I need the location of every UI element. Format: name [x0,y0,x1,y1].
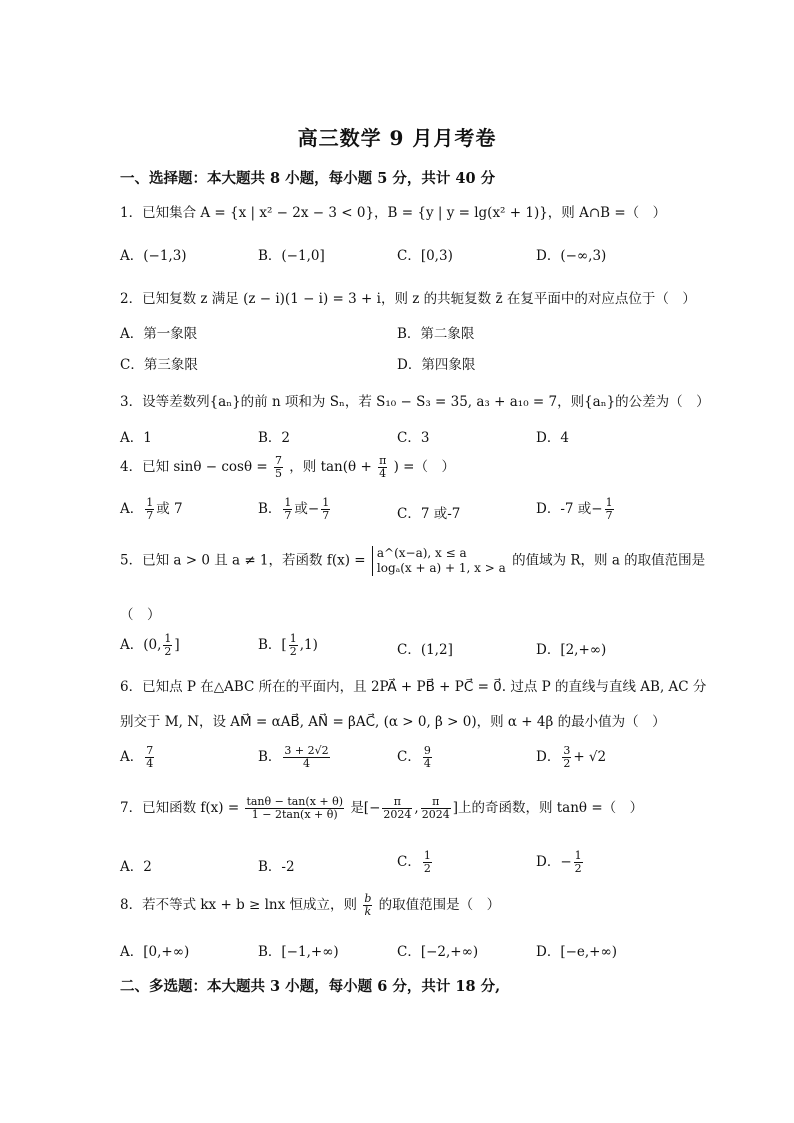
question-4-options [120,497,680,521]
q5-option-d: D．[2,+∞) [536,642,607,658]
q8-option-a: A．[0,+∞) [120,944,190,960]
question-2-options-row1 [120,322,680,346]
q7-range-left: $\frac{\pi}{2024}$ [383,795,412,821]
q2-option-c: C．第三象限 [120,357,198,373]
q4-option-c: C．7 或-7 [397,506,461,522]
q5-option-c: C．(1,2] [397,642,453,658]
question-6-line-2: 别交于 M, N，设 AM⃗ = αAB⃗, AN⃗ = βAC⃗, (α > 0, β > 0)，则 α + 4β 的最小值为（ ） [120,714,666,730]
question-1-stem: 1．已知集合 A = {x | x² − 2x − 3 < 0}，B = {y | y = lg(x² + 1)}，则 A∩B =（ ） [120,205,667,221]
section-2-heading: 二、多选题：本大题共 3 小题，每小题 6 分，共计 18 分, [120,978,501,995]
question-6-line-1: 6．已知点 P 在△ABC 所在的平面内，且 2PA⃗ + PB⃗ + PC⃗ = 0⃗. 过点 P 的直线与直线 AB, AC 分 [120,679,707,695]
q6-option-a: A． $\frac{7}{4}$ [120,744,154,770]
q2-option-b: B．第二象限 [397,326,475,342]
q4-option-b: B． $\frac{1}{7}$ 或− $\frac{1}{7}$ [258,496,330,522]
q1-option-a: A．(−1,3) [120,248,187,264]
q6-option-b: B． $\frac{3 + 2√2}{4}$ [258,744,329,770]
q5-option-a: A．(0, $\frac{1}{2}$ ] [120,632,180,658]
question-5-stem: 5．已知 a > 0 且 a ≠ 1，若函数 f(x) = a^(x−a), x ≤ a logₐ(x + a) + 1, x > a 的值域为 R，则 a 的取值范围是 [120,546,706,575]
question-2-options-row2 [120,353,680,377]
q3-option-a: A．1 [120,430,152,446]
q7-range-right: $\frac{\pi}{2024}$ [421,795,450,821]
question-6-options [120,745,680,769]
q3-option-c: C．3 [397,430,430,446]
question-2-stem: 2．已知复数 z 满足 (z − i)(1 − i) = 3 + i，则 z 的共轭复数 z̄ 在复平面中的对应点位于（ ） [120,291,696,307]
q1-option-b: B．(−1,0] [258,248,325,264]
q8-option-c: C．[−2,+∞) [397,944,479,960]
q8-option-d: D．[−e,+∞) [536,944,618,960]
question-8-stem: 8．若不等式 kx + b ≥ lnx 恒成立，则 $\frac{b}{k}$ 的取值范围是（ ） [120,892,501,918]
section-1-heading: 一、选择题：本大题共 8 小题，每小题 5 分，共计 40 分 [120,170,496,187]
q8-option-b: B．[−1,+∞) [258,944,339,960]
question-7-options [120,850,680,874]
question-5-options [120,633,680,657]
q4-fraction-pi-4: $\frac{\pi}{4}$ [379,454,387,480]
q2-option-d: D．第四象限 [397,357,476,373]
q5-piecewise-function: a^(x−a), x ≤ a logₐ(x + a) + 1, x > a [372,546,506,576]
q7-option-b: B．-2 [258,859,295,875]
q6-option-c: C． $\frac{9}{4}$ [397,744,431,770]
q5-option-b: B．[ $\frac{1}{2}$ ,1) [258,632,318,658]
q1-option-d: D．(−∞,3) [536,248,607,264]
q7-option-a: A．2 [120,859,152,875]
question-4-stem: 4．已知 sinθ − cosθ = $\frac{7}{5}$ ，则 tan(θ + $\frac{\pi}{4}$ ) =（ ） [120,454,455,480]
question-5-stem-continued: （ ） [120,607,161,623]
q3-option-d: D．4 [536,430,569,446]
q2-option-a: A．第一象限 [120,326,198,342]
q4-fraction-7-5: $\frac{7}{5}$ [275,454,282,480]
q4-option-d: D．-7 或− $\frac{1}{7}$ [536,496,613,522]
question-8-options [120,940,680,964]
q6-option-d: D． $\frac{3}{2}$ + √2 [536,744,607,770]
q7-option-c: C． $\frac{1}{2}$ [397,849,431,875]
question-1-options [120,244,680,268]
question-3-options [120,426,680,450]
q1-option-c: C．[0,3) [397,248,453,264]
q3-option-b: B．2 [258,430,291,446]
q7-function-fraction: $\frac{\tan\theta - \tan(x + \theta)}{1 - 2\tan(x + \theta)}$ [246,795,344,821]
q4-option-a: A． $\frac{1}{7}$ 或 7 [120,496,183,522]
question-7-stem: 7．已知函数 f(x) = $\frac{\tan\theta - \tan(x + \theta)}{1 - 2\tan(x + \theta)}$ 是[− $\frac{\pi}{2024}$ , $\frac{\pi}{2024}$ ]上的奇函数，则 tanθ =（ ） [120,795,644,821]
question-3-stem: 3．设等差数列{aₙ}的前 n 项和为 Sₙ，若 S₁₀ − S₃ = 35, a₃ + a₁₀ = 7，则{aₙ}的公差为（ ） [120,394,710,410]
q7-option-d: D．− $\frac{1}{2}$ [536,849,582,875]
q8-fraction-b-k: $\frac{b}{k}$ [364,892,372,918]
exam-title: 高三数学 9 月月考卷 [297,126,497,150]
